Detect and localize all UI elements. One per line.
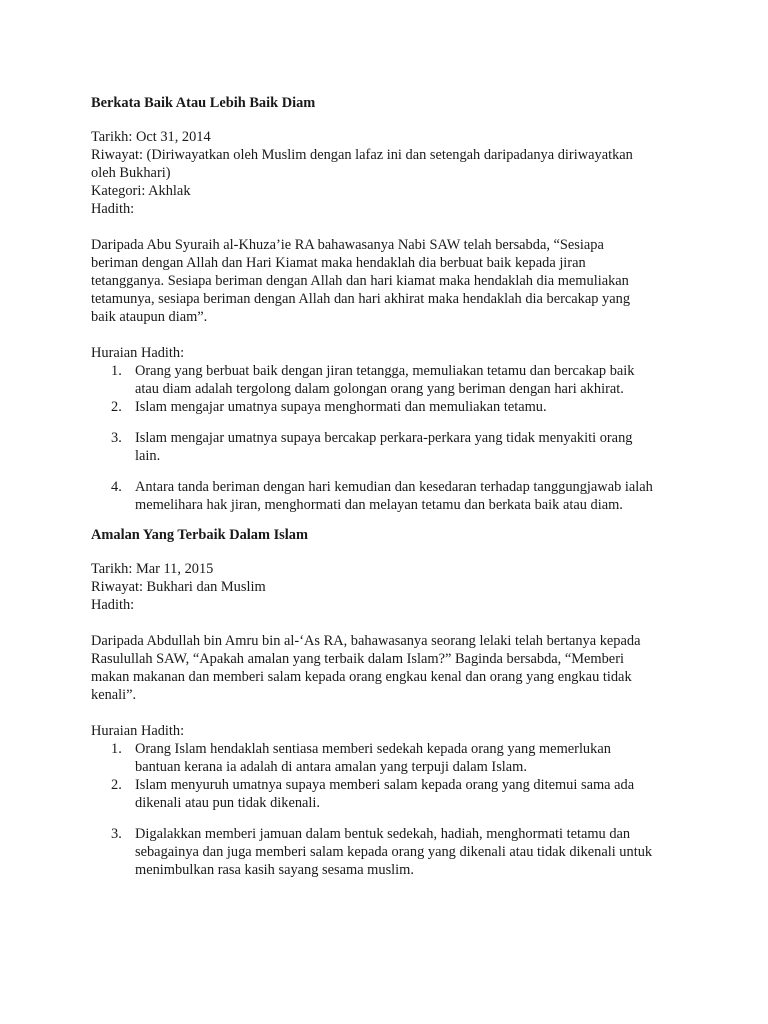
huraian-list xyxy=(91,362,681,514)
huraian-label: Huraian Hadith: xyxy=(91,723,185,739)
list-text: Islam menyuruh umatnya supaya memberi salam kepada orang yang ditemui sama ada xyxy=(135,777,635,793)
huraian-list xyxy=(91,740,681,879)
hadith-line: tetangganya. Sesiapa beriman dengan Allah dan hari kiamat maka hendaklah dia memuliakan xyxy=(91,273,629,289)
list-item xyxy=(91,740,681,776)
list-text: Orang Islam hendaklah sentiasa memberi sedekah kepada orang yang memerlukan xyxy=(135,741,611,757)
hadith-line: makan makanan dan memberi salam kepada orang engkau kenal dan orang yang engkau tidak xyxy=(91,669,632,685)
kategori-line: Kategori: Akhlak xyxy=(91,183,191,199)
list-number: 1. xyxy=(111,741,122,757)
list-item xyxy=(91,776,681,812)
hadith-text xyxy=(91,236,681,326)
list-text: menimbulkan rasa kasih sayang sesama muslim. xyxy=(135,862,414,878)
tarikh-line: Tarikh: Mar 11, 2015 xyxy=(91,561,214,577)
huraian-block xyxy=(91,722,681,879)
article-title: Berkata Baik Atau Lebih Baik Diam xyxy=(91,95,316,111)
hadith-line: baik ataupun diam”. xyxy=(91,309,208,325)
list-number: 2. xyxy=(111,777,122,793)
list-item xyxy=(91,478,681,514)
list-text: Digalakkan memberi jamuan dalam bentuk sedekah, hadiah, menghormati tetamu dan xyxy=(135,826,631,842)
list-number: 2. xyxy=(111,399,122,415)
riwayat-line-cont: oleh Bukhari) xyxy=(91,165,171,181)
list-item xyxy=(91,362,681,398)
list-item xyxy=(91,429,681,465)
list-item xyxy=(91,398,681,416)
list-item xyxy=(91,825,681,879)
riwayat-line: Riwayat: (Diriwayatkan oleh Muslim dengan lafaz ini dan setengah daripadanya diriwayatkan xyxy=(91,147,633,163)
list-text: Islam mengajar umatnya supaya menghormati dan memuliakan tetamu. xyxy=(135,399,547,415)
list-text: bantuan kerana ia adalah di antara amalan yang terpuji dalam Islam. xyxy=(135,759,527,775)
hadith-line: beriman dengan Allah dan Hari Kiamat maka hendaklah dia berbuat baik kepada jiran xyxy=(91,255,586,271)
hadith-text xyxy=(91,632,681,704)
hadith-line: Daripada Abdullah bin Amru bin al-‘As RA, bahawasanya seorang lelaki telah bertanya kepada xyxy=(91,633,641,649)
list-text: lain. xyxy=(135,448,161,464)
article-amalan-terbaik xyxy=(91,526,681,879)
list-text: memelihara hak jiran, menghormati dan melayan tetamu dan berkata baik atau diam. xyxy=(135,497,623,513)
hadith-label: Hadith: xyxy=(91,597,135,613)
hadith-line: kenali”. xyxy=(91,687,137,703)
article-title: Amalan Yang Terbaik Dalam Islam xyxy=(91,527,308,543)
hadith-label: Hadith: xyxy=(91,201,135,217)
huraian-label: Huraian Hadith: xyxy=(91,345,185,361)
list-text: Islam mengajar umatnya supaya bercakap perkara-perkara yang tidak menyakiti orang xyxy=(135,430,633,446)
article-berkata-baik xyxy=(91,94,681,514)
tarikh-line: Tarikh: Oct 31, 2014 xyxy=(91,129,211,145)
riwayat-line: Riwayat: Bukhari dan Muslim xyxy=(91,579,266,595)
huraian-block xyxy=(91,344,681,514)
list-number: 3. xyxy=(111,826,122,842)
list-text: dikenali atau pun tidak dikenali. xyxy=(135,795,321,811)
list-number: 1. xyxy=(111,363,122,379)
list-number: 4. xyxy=(111,479,122,495)
hadith-line: Rasulullah SAW, “Apakah amalan yang terbaik dalam Islam?” Baginda bersabda, “Memberi xyxy=(91,651,624,667)
hadith-line: tetamunya, sesiapa beriman dengan Allah dan hari akhirat maka hendaklah dia bercakap yang xyxy=(91,291,631,307)
list-text: atau diam adalah tergolong dalam golongan orang yang beriman dengan hari akhirat. xyxy=(135,381,624,397)
list-text: Antara tanda beriman dengan hari kemudian dan kesedaran terhadap tanggungjawab ialah xyxy=(135,479,653,495)
list-text: Orang yang berbuat baik dengan jiran tetangga, memuliakan tetamu dan bercakap baik xyxy=(135,363,635,379)
hadith-line: Daripada Abu Syuraih al-Khuza’ie RA bahawasanya Nabi SAW telah bersabda, “Sesiapa xyxy=(91,237,604,253)
list-text: sebagainya dan juga memberi salam kepada orang yang dikenali atau tidak dikenali untuk xyxy=(135,844,653,860)
list-number: 3. xyxy=(111,430,122,446)
